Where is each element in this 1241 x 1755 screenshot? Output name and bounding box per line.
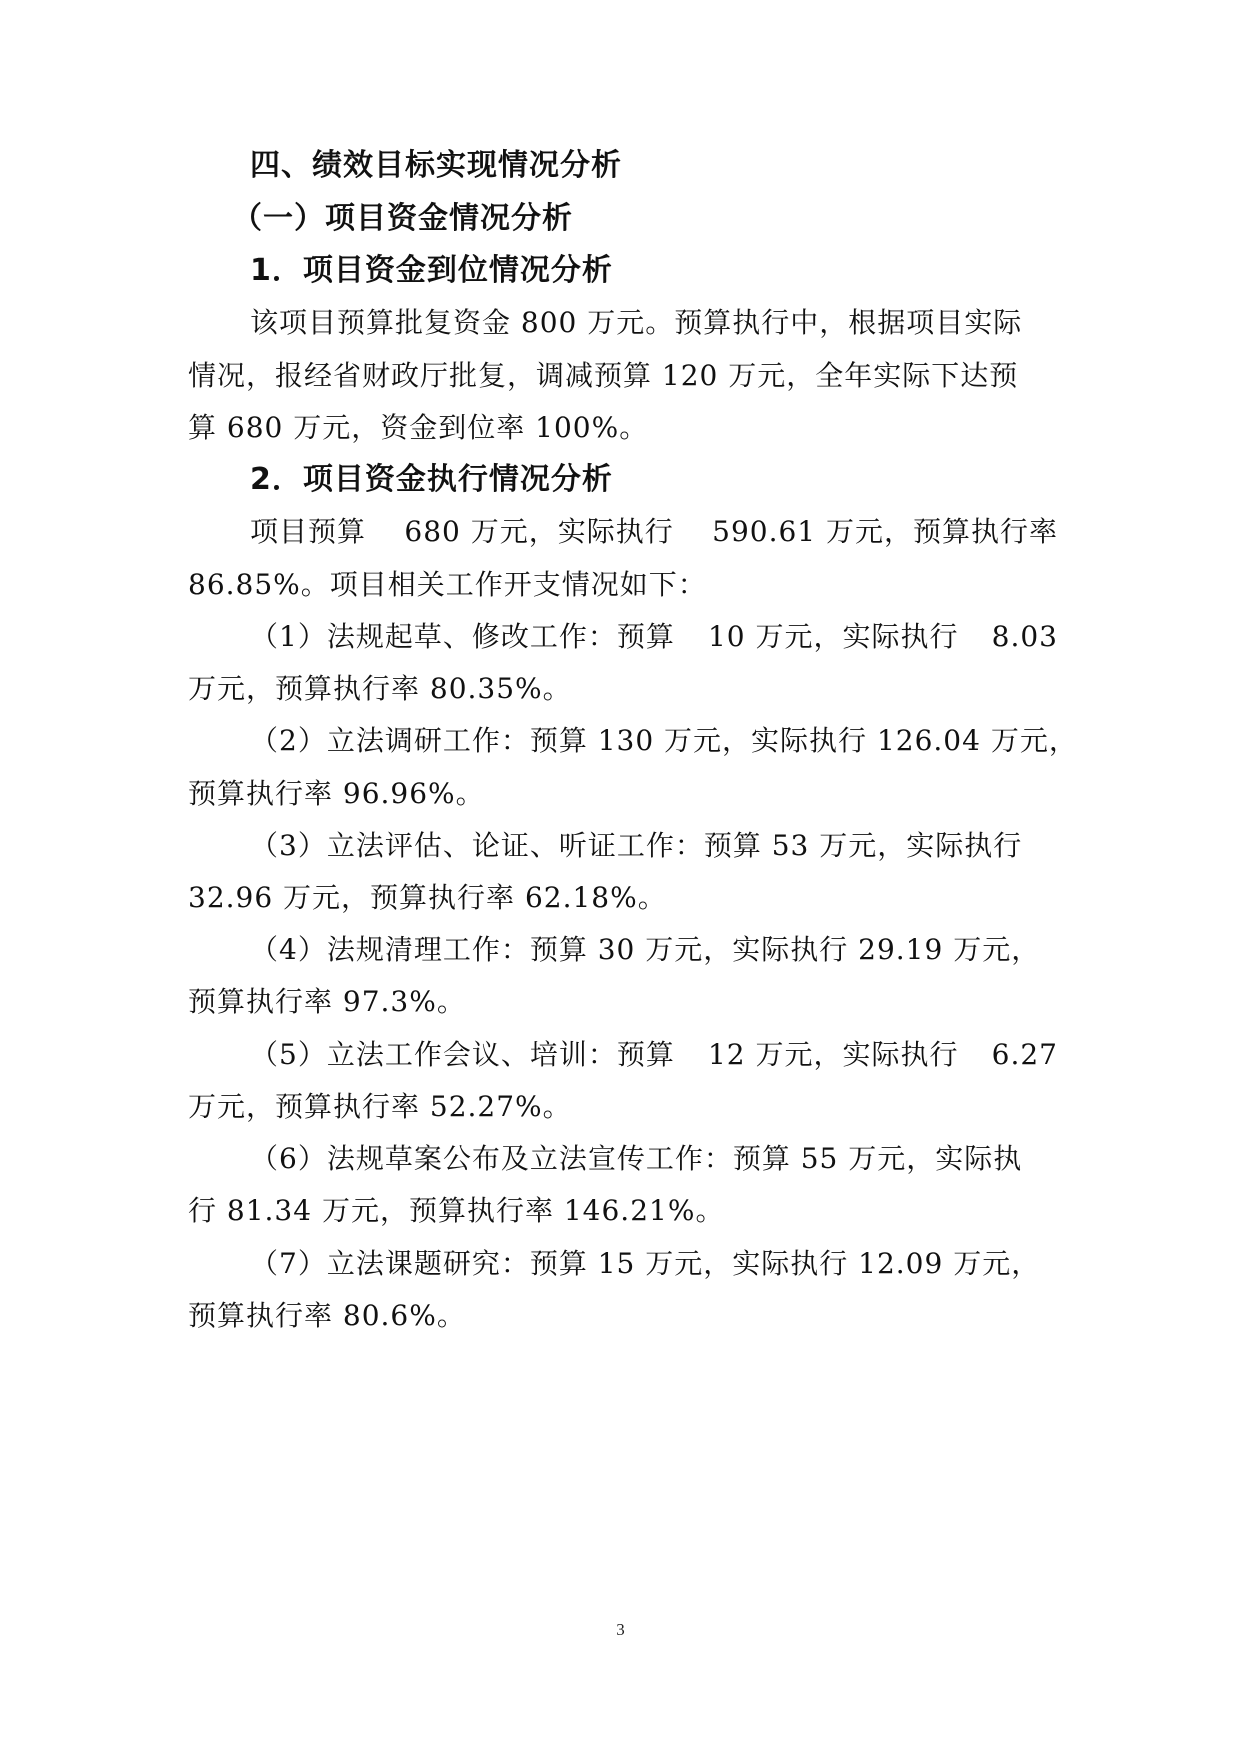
section-heading: 四、绩效目标实现情况分析	[250, 148, 622, 183]
item-4-line-2: 预算执行率 97.3%。	[188, 985, 466, 1018]
item-7-line-1: （7）立法课题研究：预算 15 万元，实际执行 12.09 万元，	[250, 1247, 1041, 1280]
item-7-line-2: 预算执行率 80.6%。	[188, 1299, 466, 1332]
execution-text-part: 590.61 万元，预算执行率	[712, 515, 1058, 548]
item-1-line-1	[250, 617, 1058, 657]
item-5-line-1	[250, 1035, 1058, 1075]
funding-paragraph-line-1: 该项目预算批复资金 800 万元。预算执行中，根据项目实际	[250, 306, 1023, 339]
item-heading-execution: 2．项目资金执行情况分析	[250, 462, 613, 497]
item-1-line-2: 万元，预算执行率 80.35%。	[188, 672, 572, 705]
item-1-text-part: （1）法规起草、修改工作：预算	[250, 620, 675, 653]
item-4-line-1: （4）法规清理工作：预算 30 万元，实际执行 29.19 万元，	[250, 933, 1041, 966]
item-1-text-part: 10 万元，实际执行	[707, 620, 959, 653]
item-5-text-part: 6.27	[991, 1038, 1058, 1071]
item-heading-funding: 1．项目资金到位情况分析	[250, 253, 613, 288]
item-5-text-part: （5）立法工作会议、培训：预算	[250, 1038, 675, 1071]
execution-paragraph-line-1	[250, 512, 1058, 552]
item-3-line-2: 32.96 万元，预算执行率 62.18%。	[188, 881, 667, 914]
item-6-line-1: （6）法规草案公布及立法宣传工作：预算 55 万元，实际执	[250, 1142, 1023, 1175]
item-1-text-part: 8.03	[991, 620, 1058, 653]
subsection-heading: （一）项目资金情况分析	[232, 201, 573, 236]
execution-text-part: 680 万元，实际执行	[404, 515, 674, 548]
item-5-text-part: 12 万元，实际执行	[707, 1038, 959, 1071]
item-3-line-1: （3）立法评估、论证、听证工作：预算 53 万元，实际执行	[250, 829, 1023, 862]
funding-paragraph-line-2: 情况，报经省财政厅批复，调减预算 120 万元，全年实际下达预	[188, 359, 1019, 392]
item-5-line-2: 万元，预算执行率 52.27%。	[188, 1090, 572, 1123]
execution-text-part: 项目预算	[250, 515, 367, 548]
execution-paragraph-line-2: 86.85%。项目相关工作开支情况如下：	[188, 568, 707, 601]
item-2-line-2: 预算执行率 96.96%。	[188, 777, 485, 810]
funding-paragraph-line-3: 算 680 万元，资金到位率 100%。	[188, 411, 649, 444]
item-6-line-2: 行 81.34 万元，预算执行率 146.21%。	[188, 1194, 725, 1227]
page-number: 3	[616, 1620, 625, 1639]
item-2-line-1: （2）立法调研工作：预算 130 万元，实际执行 126.04 万元，	[250, 724, 1078, 757]
